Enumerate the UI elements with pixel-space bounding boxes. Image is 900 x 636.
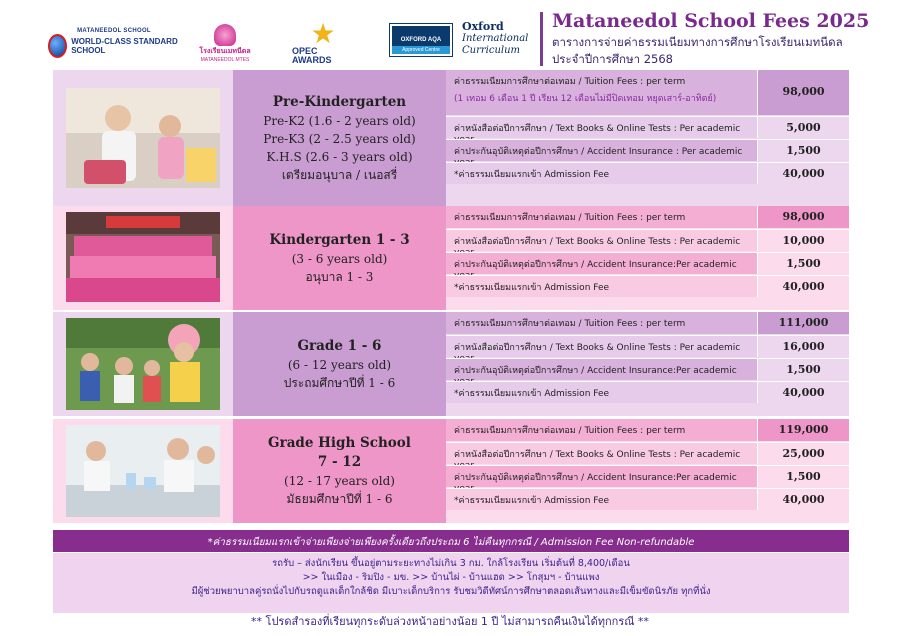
fee-label-text: ค่าธรรมเนียมการศึกษาต่อเทอม / Tuition Fees : per term <box>454 77 686 87</box>
logo4-sub: Approved Centre <box>392 46 450 54</box>
section-high-school <box>53 419 849 523</box>
opec-awards-logo <box>292 18 354 65</box>
outdoor-photo-grade-1-6 <box>66 318 220 410</box>
fee-value: 10,000 <box>758 230 849 251</box>
grade-age-line: (3 - 6 years old) <box>291 251 388 266</box>
fee-row-insurance <box>446 465 849 487</box>
fee-label: ค่าประกันอุบัติเหตุต่อปีการศึกษา / Accident Insurance:Per academic <box>446 359 758 380</box>
admission-note-bar: *ค่าธรรมเนียมแรกเข้าจ่ายเพียงจ่ายเพียงครั้งเดียวถึงประถม 6 ไม่คืนทุกกรณี / Admission Fee Non-refundable <box>53 530 849 552</box>
section-grade-1-6 <box>53 312 849 416</box>
logo2-thai-text: โรงเรียนเมทนีดล <box>199 47 251 55</box>
grade-cell <box>233 419 446 523</box>
fee-row-books <box>446 229 849 251</box>
logo1-top-text: MATANEEDOL SCHOOL <box>77 28 151 34</box>
header <box>0 0 900 70</box>
grade-age-line: (12 - 17 years old) <box>284 474 395 488</box>
oxford-curriculum-label <box>462 20 532 57</box>
grade-age-line: (6 - 12 years old) <box>287 357 392 372</box>
grade-cell <box>233 70 446 206</box>
fee-label: *ค่าธรรมเนียมแรกเข้า Admission Fee <box>446 382 758 403</box>
star-icon: ★ <box>310 18 336 49</box>
fee-label: ค่าประกันอุบัติเหตุต่อปีการศึกษา / Accident Insurance:Per academic <box>446 253 758 274</box>
fee-value: 111,000 <box>758 312 849 334</box>
grade-age-line: Pre-K2 (1.6 - 2 years old) <box>263 113 416 128</box>
fee-label: *ค่าธรรมเนียมแรกเข้า Admission Fee <box>446 163 758 184</box>
fee-value: 98,000 <box>758 206 849 228</box>
bus-services-line: มีผู้ช่วยพยาบาลคู่รถนั่งไปกับรถดูแลเด็กใกล้ชิด มีเบาะเด็กบริการ รับชมวิดีทัศน์การศึกษาตลอดเส้นทางและมีเข็มขัดนิรภัย ทุกที่นั่ง <box>191 586 711 597</box>
grade-name: Grade High School <box>268 435 411 451</box>
fee-label: ค่าหนังสือต่อปีการศึกษา / Text Books & Online Tests : Per academic <box>446 230 758 251</box>
page-subtitle-thai: ตารางการจ่ายค่าธรรมเนียมทางการศึกษาโรงเรียนเมทนีดล <box>552 35 843 49</box>
fee-row-tuition <box>446 312 849 334</box>
fee-value: 1,500 <box>758 359 849 380</box>
fee-value: 119,000 <box>758 419 849 441</box>
section-image-cell <box>53 312 233 416</box>
grade-age-line: Pre-K3 (2 - 2.5 years old) <box>263 131 416 146</box>
grade-range: 7 - 12 <box>317 454 362 470</box>
fee-row-tuition <box>446 206 849 228</box>
bus-routes-line: >> ในเมือง - ริมปิง - มข. >> บ้านไผ่ - บ้านแฮด >> โกสุมฯ - บ้านแพง <box>302 572 600 583</box>
mtes-emblem-icon <box>214 24 236 46</box>
fee-sublabel: (1 เทอม 6 เดือน 1 ปี เรียน 12 เดือนไม่มีปิดเทอม หยุดเสาร์-อาทิตย์) <box>454 94 717 104</box>
fee-row-books <box>446 335 849 357</box>
fee-row-admission <box>446 381 849 403</box>
section-kindergarten <box>53 206 849 310</box>
fee-row-tuition <box>446 419 849 441</box>
grade-cell <box>233 206 446 310</box>
fee-label: ค่าหนังสือต่อปีการศึกษา / Text Books & Online Tests : Per academic <box>446 336 758 357</box>
mataneedol-world-class-logo <box>48 22 180 64</box>
fee-row-admission <box>446 162 849 184</box>
logo2-en-text: MATANEEDOL MTES <box>200 56 250 63</box>
logo3-text: OPEC AWARDS <box>292 46 332 65</box>
grade-cell <box>233 312 446 416</box>
grade-age-line: K.H.S (2.6 - 3 years old) <box>266 149 413 164</box>
fee-label: *ค่าธรรมเนียมแรกเข้า Admission Fee <box>446 276 758 297</box>
grade-name: Kindergarten 1 - 3 <box>269 231 410 248</box>
fee-value: 5,000 <box>758 117 849 138</box>
grade-thai-name: มัธยมศึกษาปีที่ 1 - 6 <box>286 492 393 506</box>
fee-row-insurance <box>446 252 849 274</box>
grade-thai-name: อนุบาล 1 - 3 <box>305 269 374 284</box>
mtes-logo <box>180 22 270 64</box>
grade-thai-name: เตรียมอนุบาล / เนอสรี่ <box>281 167 398 182</box>
oxford-word: Oxford <box>462 20 504 33</box>
fee-row-admission <box>446 275 849 297</box>
globe-icon <box>48 34 67 58</box>
fee-value: 98,000 <box>758 70 849 115</box>
fee-value: 40,000 <box>758 489 849 510</box>
fee-row-tuition <box>446 70 849 115</box>
fee-label: ค่าหนังสือต่อปีการศึกษา / Text Books & Online Tests : Per academic <box>446 443 758 464</box>
fee-row-admission <box>446 488 849 510</box>
section-image-cell <box>53 70 233 206</box>
fee-label <box>446 70 758 115</box>
school-bus-info <box>53 553 849 613</box>
fee-value: 1,500 <box>758 140 849 161</box>
fee-row-books <box>446 116 849 138</box>
fee-value: 40,000 <box>758 163 849 184</box>
classroom-photo-prek <box>66 88 220 188</box>
grade-name: Pre-Kindergarten <box>272 93 407 110</box>
fee-label: *ค่าธรรมเนียมแรกเข้า Admission Fee <box>446 489 758 510</box>
logo4-text: OXFORD AQA <box>400 37 442 43</box>
logo1-text: WORLD-CLASS STANDARD SCHOOL <box>71 37 178 55</box>
reservation-footer-note: ** โปรดสำรองที่เรียนทุกระดับล่วงหน้าอย่างน้อย 1 ปี ไม่สามารถคืนเงินได้ทุกกรณี ** <box>251 615 649 628</box>
fee-label: ค่าธรรมเนียมการศึกษาต่อเทอม / Tuition Fees : per term <box>446 419 758 441</box>
fee-label: ค่าหนังสือต่อปีการศึกษา / Text Books & Online Tests : Per academic <box>446 117 758 138</box>
grade-thai-name: ประถมศึกษาปีที่ 1 - 6 <box>283 375 396 390</box>
bus-info-line: รถรับ – ส่งนักเรียน ขึ้นอยู่ตามระยะทางไม่เกิน 3 กม. ใกล้โรงเรียน เริ่มต้นที่ 8,400/เดือน <box>272 558 630 569</box>
fee-value: 1,500 <box>758 253 849 274</box>
page-title: Mataneedol School Fees 2025 <box>552 10 870 32</box>
fee-value: 40,000 <box>758 382 849 403</box>
fee-label: ค่าประกันอุบัติเหตุต่อปีการศึกษา / Accident Insurance : Per academic <box>446 140 758 161</box>
title-block <box>552 8 892 68</box>
section-image-cell <box>53 419 233 523</box>
fee-value: 16,000 <box>758 336 849 357</box>
fee-label: ค่าธรรมเนียมการศึกษาต่อเทอม / Tuition Fees : per term <box>446 312 758 334</box>
section-pre-kindergarten <box>53 70 849 206</box>
grade-name: Grade 1 - 6 <box>297 337 382 354</box>
title-divider <box>540 12 543 66</box>
section-image-cell <box>53 206 233 310</box>
fee-row-insurance <box>446 139 849 161</box>
fee-label: ค่าธรรมเนียมการศึกษาต่อเทอม / Tuition Fees : per term <box>446 206 758 228</box>
group-photo-kindergarten <box>66 212 220 302</box>
fee-value: 40,000 <box>758 276 849 297</box>
oxford-aqa-logo <box>390 24 452 56</box>
fee-row-books <box>446 442 849 464</box>
page-subtitle-year: ประจำปีการศึกษา 2568 <box>552 52 673 66</box>
fee-value: 25,000 <box>758 443 849 464</box>
fee-label: ค่าประกันอุบัติเหตุต่อปีการศึกษา / Accident Insurance:Per academic <box>446 466 758 487</box>
lab-photo-high-school <box>66 425 220 517</box>
international-curriculum-text: International Curriculum <box>462 33 529 56</box>
fee-value: 1,500 <box>758 466 849 487</box>
fee-row-insurance <box>446 358 849 380</box>
